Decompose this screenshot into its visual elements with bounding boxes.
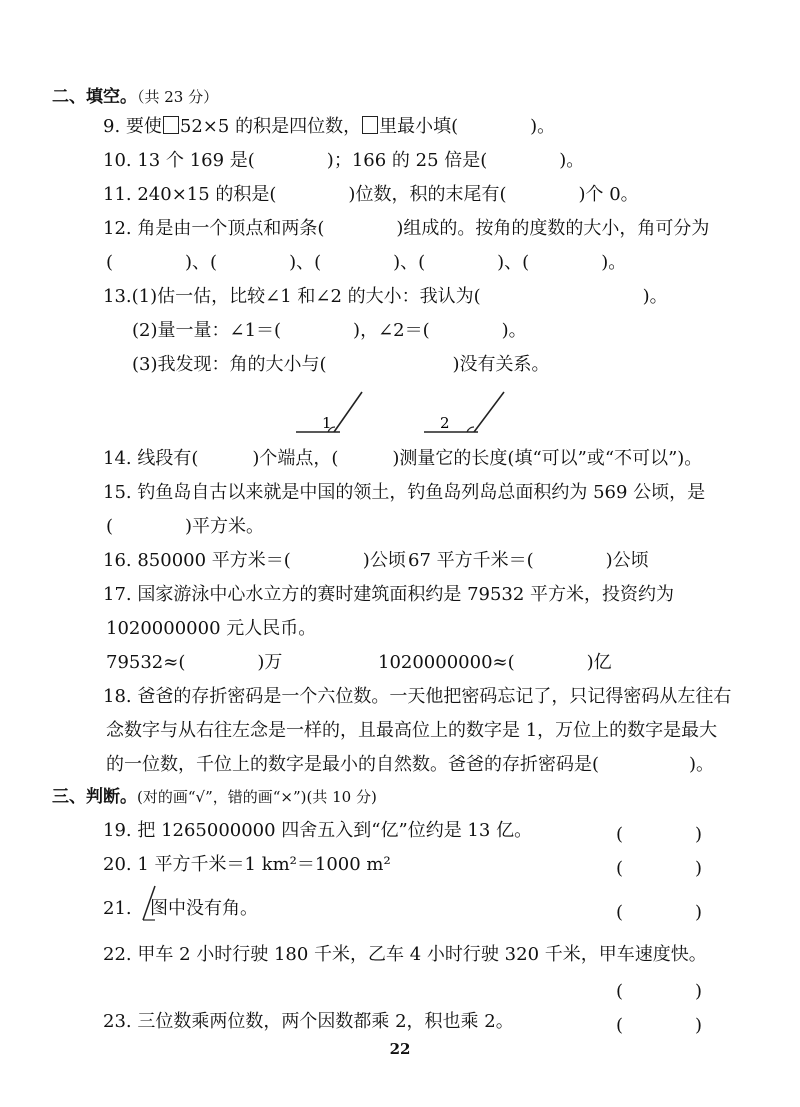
question-13-part3: (3)我发现：角的大小与( )没有关系。	[132, 354, 550, 375]
question-11: 11. 240×15 的积是( )位数，积的末尾有( )个 0。	[103, 184, 639, 205]
angle-figures	[290, 386, 520, 440]
question-17-estimate1: 79532≈( )万	[106, 652, 283, 673]
angle-2-figure	[424, 392, 504, 432]
question-10: 10. 13 个 169 是( )；166 的 25 倍是( )。	[103, 150, 585, 171]
judge-blank-23[interactable]: ( )	[616, 1015, 703, 1036]
question-16-part2: 67 平方千米＝( )公顷	[408, 550, 649, 571]
question-16-part1: 16. 850000 平方米＝( )公顷	[103, 550, 406, 571]
question-9	[103, 116, 555, 138]
section-3-note: (对的画“√”，错的画“×”)(共 10 分)	[137, 788, 377, 806]
question-13-part2: (2)量一量：∠1＝( )，∠2＝( )。	[132, 320, 527, 341]
q9-text-end: 里最小填( )。	[379, 116, 556, 137]
section-3-heading	[52, 786, 377, 808]
question-20: 20. 1 平方千米＝1 km²＝1000 m²	[103, 854, 391, 875]
question-17-estimate2: 1020000000≈( )亿	[378, 652, 612, 673]
q21-number: 21.	[103, 898, 132, 919]
question-15-line2: ( )平方米。	[106, 516, 265, 537]
section-3-title: 三、判断。	[52, 787, 137, 807]
question-23: 23. 三位数乘两位数，两个因数都乘 2，积也乘 2。	[103, 1011, 514, 1032]
section-2-note: （共 23 分）	[137, 88, 219, 106]
question-15-line1: 15. 钓鱼岛自古以来就是中国的领土，钓鱼岛列岛总面积约为 569 公顷，是	[103, 482, 706, 503]
question-17-line2: 1020000000 元人民币。	[106, 618, 317, 639]
angle-2-label: 2	[440, 414, 450, 432]
q9-text-after: 52×5 的积是四位数，	[179, 116, 362, 137]
question-21	[103, 898, 132, 920]
q21-text: 图中没有角。	[150, 898, 258, 919]
angle-1-label: 1	[322, 414, 332, 432]
blank-box[interactable]	[362, 116, 378, 134]
question-12-line1: 12. 角是由一个顶点和两条( )组成的。按角的度数的大小，角可分为	[103, 218, 710, 239]
question-18-line1: 18. 爸爸的存折密码是一个六位数。一天他把密码忘记了，只记得密码从左往右	[103, 686, 732, 707]
angle-1-figure	[296, 392, 362, 432]
judge-blank-20[interactable]: ( )	[616, 858, 703, 879]
question-17-line1: 17. 国家游泳中心水立方的赛时建筑面积约是 79532 平方米，投资约为	[103, 584, 675, 605]
question-19: 19. 把 1265000000 四舍五入到“亿”位约是 13 亿。	[103, 820, 533, 841]
question-14: 14. 线段有( )个端点，( )测量它的长度(填“可以”或“不可以”)。	[103, 448, 703, 469]
page-number: 22	[389, 1040, 411, 1058]
question-13-part1: 13.(1)估一估，比较∠1 和∠2 的大小：我认为( )。	[103, 286, 668, 307]
judge-blank-22[interactable]: ( )	[616, 981, 703, 1002]
question-12-line2: ( )、( )、( )、( )、( )。	[106, 252, 627, 273]
q9-text-before: 9. 要使	[103, 116, 162, 137]
question-18-line2: 念数字与从右往左念是一样的，且最高位上的数字是 1，万位上的数字是最大	[106, 720, 718, 741]
question-22: 22. 甲车 2 小时行驶 180 千米，乙车 4 小时行驶 320 千米，甲车速度快。	[103, 944, 707, 965]
judge-blank-19[interactable]: ( )	[616, 824, 703, 845]
section-2-title: 二、填空。	[52, 87, 137, 107]
judge-blank-21[interactable]: ( )	[616, 902, 703, 923]
question-18-line3: 的一位数，千位上的数字是最小的自然数。爸爸的存折密码是( )。	[106, 754, 715, 775]
blank-box[interactable]	[163, 116, 179, 134]
section-2-heading	[52, 86, 218, 108]
